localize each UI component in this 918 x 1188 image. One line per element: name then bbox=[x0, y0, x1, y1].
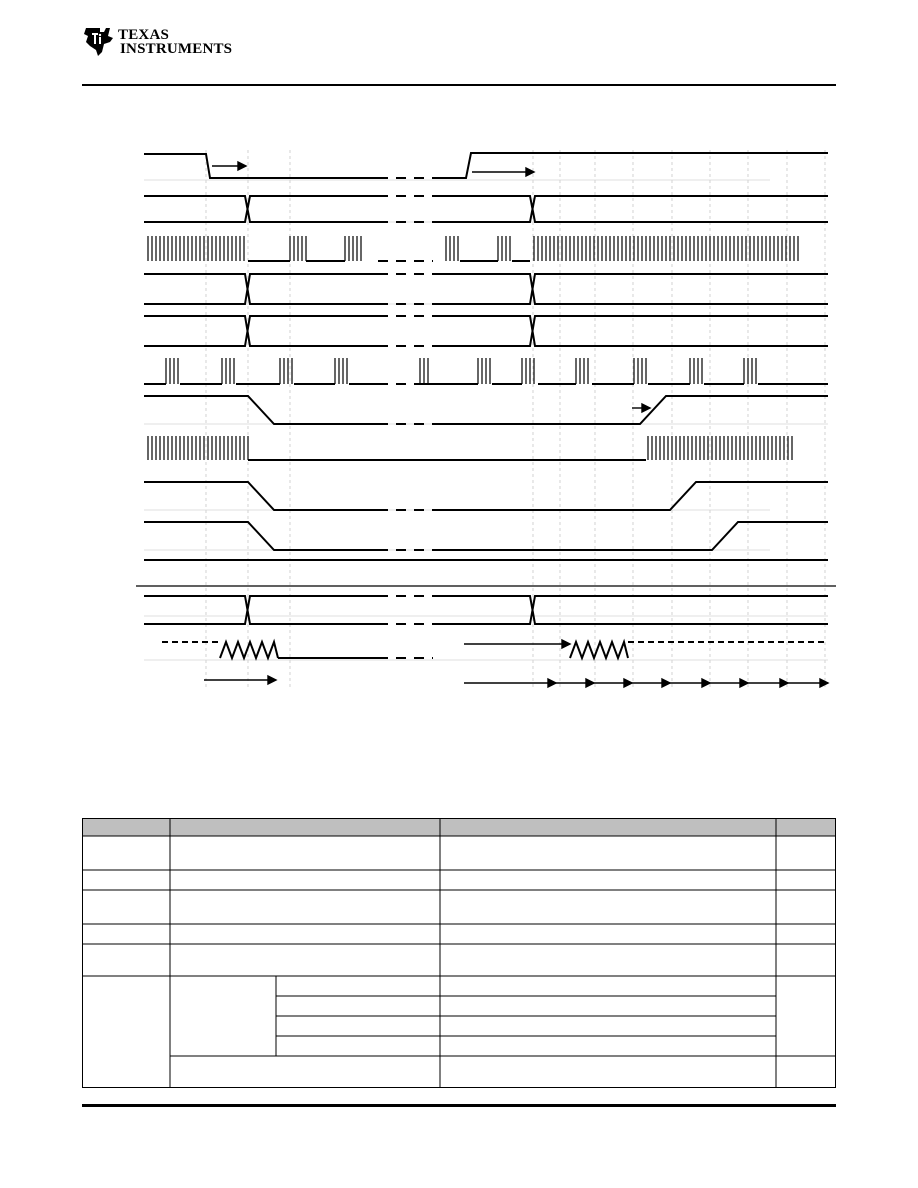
signal-4 bbox=[144, 274, 828, 304]
burst-signal-3-c bbox=[534, 236, 798, 261]
logo-line-1: TEXAS bbox=[118, 27, 170, 43]
burst-signal-6 bbox=[166, 358, 756, 384]
signal-9-cont bbox=[433, 482, 828, 510]
signal-7 bbox=[144, 396, 378, 424]
burst-signal-3-a bbox=[148, 236, 244, 261]
timing-diagram bbox=[130, 140, 840, 700]
clock-bursts bbox=[148, 236, 798, 460]
timing-signals bbox=[144, 153, 828, 658]
spec-table-header-row bbox=[82, 818, 836, 836]
page-header bbox=[0, 0, 918, 90]
signal-13-burst-2 bbox=[570, 642, 628, 658]
spec-table bbox=[82, 818, 836, 1088]
signal-10-cont bbox=[433, 522, 828, 550]
signal-2 bbox=[144, 196, 828, 222]
logo-line-2: INSTRUMENTS bbox=[120, 41, 233, 57]
ti-logo-text bbox=[118, 28, 232, 56]
ti-state-logo-icon bbox=[80, 24, 116, 58]
burst-signal-8-b bbox=[648, 436, 792, 460]
signal-1-cont bbox=[433, 153, 828, 178]
signal-10 bbox=[144, 522, 378, 550]
spec-table-grid bbox=[82, 818, 836, 1088]
burst-signal-3-b bbox=[290, 236, 510, 261]
burst-signal-8-a bbox=[148, 436, 248, 460]
signal-9 bbox=[144, 482, 378, 510]
header-rule bbox=[82, 84, 836, 86]
signal-1 bbox=[144, 154, 378, 178]
ti-logo bbox=[80, 24, 233, 64]
timing-gridlines bbox=[206, 150, 825, 690]
signal-5 bbox=[144, 316, 828, 346]
signal-7-cont bbox=[433, 396, 828, 424]
footer-rule bbox=[82, 1104, 836, 1107]
signal-12 bbox=[144, 596, 828, 624]
signal-13-burst-1 bbox=[220, 642, 278, 658]
